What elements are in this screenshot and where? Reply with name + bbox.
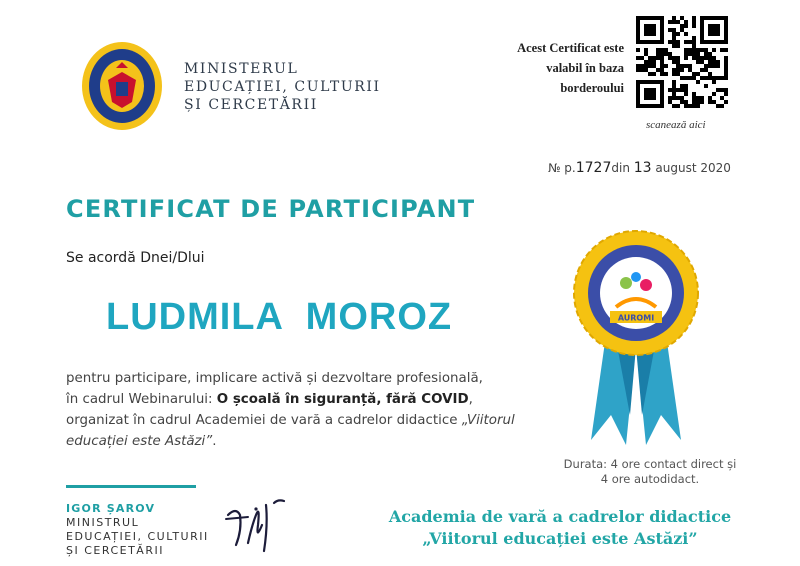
- recipient-name: LUDMILA MOROZ: [106, 296, 453, 338]
- signer-role-2: EDUCAȚIEI, CULTURII: [66, 530, 209, 543]
- signer-role-3: ȘI CERCETĂRII: [66, 544, 164, 557]
- validity-line-2: valabil în baza: [546, 61, 624, 75]
- validity-line-1: Acest Certificat este: [517, 41, 624, 55]
- body-line-4-italic: educației este Astăzi”: [66, 434, 213, 449]
- body-line-2-pre: în cadrul Webinarului:: [66, 392, 217, 407]
- number-prefix: № p.: [548, 161, 576, 175]
- validity-line-3: borderoului: [560, 81, 624, 95]
- qr-code[interactable]: [636, 16, 728, 108]
- signature-rule: [66, 485, 196, 488]
- signer-name: IGOR ȘAROV: [66, 502, 156, 515]
- signer-block: [66, 502, 209, 558]
- number-day: 13: [633, 160, 652, 176]
- badge-center-text: AUROMI: [617, 313, 655, 323]
- body-line-2-post: ,: [468, 392, 473, 407]
- duration-note: Durata: 4 ore contact direct și 4 ore autodidact.: [563, 457, 737, 486]
- ministry-line-1: MINISTERUL: [184, 61, 299, 77]
- ministry-name: [184, 60, 381, 114]
- academy-footer: [380, 506, 740, 550]
- webinar-title: O școală în siguranță, fără COVID: [216, 392, 469, 407]
- number-value: 1727: [575, 160, 612, 176]
- body-line-4-post: .: [212, 434, 217, 449]
- ministry-emblem: [80, 40, 164, 132]
- grant-text: Se acordă Dnei/Dlui: [66, 250, 205, 266]
- body-line-3-italic: „Viitorul: [461, 413, 515, 428]
- body-line-3: [66, 410, 566, 431]
- signer-role-1: MINISTRUL: [66, 516, 140, 529]
- scan-label: scanează aici: [646, 119, 706, 131]
- handwritten-signature: [218, 485, 298, 557]
- certificate-title: CERTIFICAT DE PARTICIPANT: [66, 195, 476, 223]
- ministry-line-2: EDUCAȚIEI, CULTURII: [184, 79, 381, 95]
- certificate-body: [66, 368, 566, 452]
- academy-line-2: „Viitorul educației este Astăzi”: [422, 529, 698, 548]
- validity-note: [490, 38, 624, 98]
- number-din: din: [611, 161, 630, 175]
- body-line-3-pre: organizat în cadrul Academiei de vară a cadrelor didactice: [66, 413, 462, 428]
- academy-line-1: Academia de vară a cadrelor didactice: [388, 507, 732, 526]
- body-line-4: [66, 431, 566, 452]
- certificate-number: [548, 160, 731, 176]
- body-line-2: [66, 389, 566, 410]
- number-month-year: august 2020: [655, 161, 731, 175]
- award-badge-icon: [566, 215, 706, 455]
- ministry-line-3: ȘI CERCETĂRII: [184, 97, 318, 113]
- body-line-1: pentru participare, implicare activă și dezvoltare profesională,: [66, 371, 483, 386]
